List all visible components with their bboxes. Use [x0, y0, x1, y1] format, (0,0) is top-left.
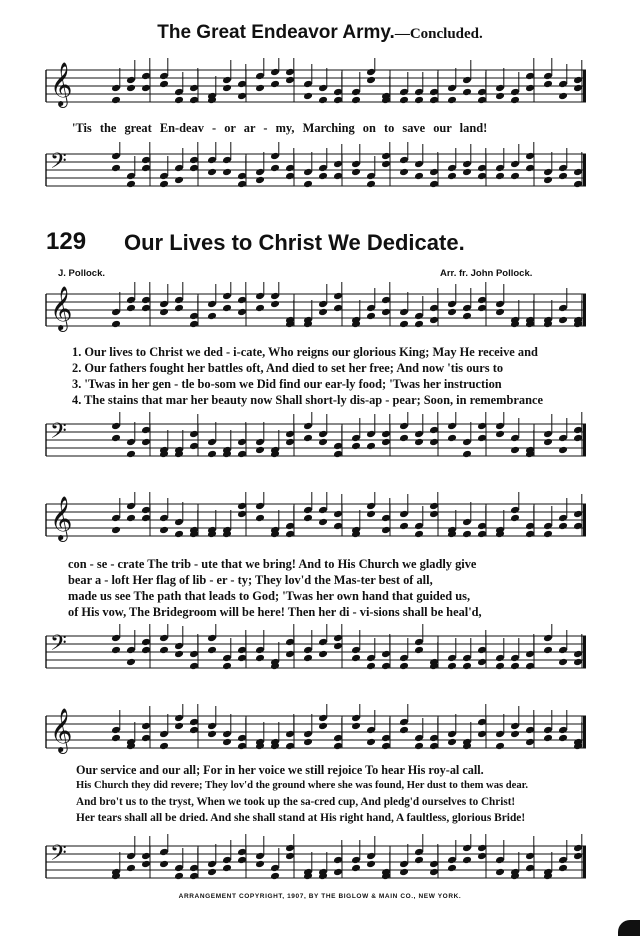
note-head	[543, 646, 553, 655]
note-head	[543, 80, 553, 89]
note-head	[285, 530, 295, 539]
note-head	[303, 738, 313, 747]
note-head	[510, 96, 520, 105]
note-head	[366, 662, 376, 671]
note-head	[126, 180, 136, 189]
note-head	[141, 84, 151, 93]
note-head	[333, 742, 343, 751]
composer-credit: J. Pollock.	[58, 268, 105, 279]
note-head	[351, 722, 361, 731]
note-head	[414, 320, 424, 329]
note-head	[414, 646, 424, 655]
note-head	[111, 96, 121, 105]
note-head	[141, 860, 151, 869]
note-head	[447, 172, 457, 181]
note-head	[126, 658, 136, 667]
note-head	[174, 96, 184, 105]
note-head	[447, 864, 457, 873]
note-head	[189, 320, 199, 329]
note-head	[174, 176, 184, 185]
note-head	[318, 650, 328, 659]
note-head	[207, 450, 217, 459]
note-head	[429, 438, 439, 447]
note-head	[399, 168, 409, 177]
note-head	[189, 662, 199, 671]
note-head	[285, 852, 295, 861]
note-head	[111, 734, 121, 743]
bass-clef-icon: 𝄢	[50, 841, 67, 871]
note-head	[222, 168, 232, 177]
note-head	[447, 434, 457, 443]
note-head	[303, 92, 313, 101]
note-head	[237, 450, 247, 459]
treble-clef-icon: 𝄞	[50, 496, 73, 540]
verse-line: 2. Our fathers fought her battles oft, And died to set her free; And now 'tis ours to	[72, 361, 504, 375]
note-head	[189, 164, 199, 173]
note-head	[207, 868, 217, 877]
note-head	[174, 530, 184, 539]
note-head	[333, 642, 343, 651]
note-head	[462, 450, 472, 459]
note-head	[381, 662, 391, 671]
verse-line: 1. Our lives to Christ we ded - i-cate, Who reigns our glorious King; May He receive and	[72, 345, 538, 359]
note-head	[495, 308, 505, 317]
note-head	[255, 446, 265, 455]
treble-clef-icon: 𝄞	[50, 286, 73, 330]
staff-system2-treble	[46, 496, 586, 540]
note-head	[477, 434, 487, 443]
note-head	[141, 438, 151, 447]
verse-line: And bro't us to the tryst, When we took up the sa-cred cup, And pledg'd ourselves to Christ!	[76, 796, 516, 808]
note-head	[429, 510, 439, 519]
note-head	[495, 430, 505, 439]
note-head	[333, 522, 343, 531]
staff-previous-treble	[46, 62, 586, 106]
note-head	[399, 434, 409, 443]
note-head	[543, 176, 553, 185]
verse-line: bear a - loft Her flag of lib - er - ty; They lov'd the Mas-ter best of all,	[68, 573, 433, 587]
note-head	[126, 864, 136, 873]
note-head	[303, 434, 313, 443]
note-head	[174, 650, 184, 659]
staff-previous-bass	[46, 150, 586, 190]
note-head	[477, 530, 487, 539]
note-head	[366, 860, 376, 869]
note-head	[447, 738, 457, 747]
note-head	[399, 522, 409, 531]
staff-system3-bass	[46, 842, 586, 882]
note-head	[399, 320, 409, 329]
note-head	[285, 76, 295, 85]
note-head	[429, 742, 439, 751]
note-head	[222, 84, 232, 93]
verses-system1	[72, 344, 543, 408]
note-head	[318, 96, 328, 105]
note-head	[159, 646, 169, 655]
note-head	[111, 164, 121, 173]
note-head	[285, 438, 295, 447]
note-head	[111, 434, 121, 443]
note-head	[318, 722, 328, 731]
verses-system2	[68, 556, 482, 620]
hymn-number: 129	[46, 228, 87, 255]
note-head	[573, 852, 583, 861]
note-head	[510, 514, 520, 523]
copyright-notice: ARRANGEMENT COPYRIGHT, 1907, BY THE BIGLOW & MAIN CO., NEW YORK.	[178, 893, 462, 900]
note-head	[525, 662, 535, 671]
verse-line: con - se - crate The trib - ute that we bring! And to His Church we gladly give	[68, 557, 477, 571]
note-head	[333, 96, 343, 105]
note-head	[303, 180, 313, 189]
note-head	[159, 526, 169, 535]
verse-line: Our service and our all; For in her voice we still rejoice To hear His roy-al call.	[76, 763, 484, 777]
note-head	[255, 84, 265, 93]
note-head	[414, 438, 424, 447]
note-head	[414, 742, 424, 751]
note-head	[366, 442, 376, 451]
note-head	[381, 526, 391, 535]
note-head	[510, 172, 520, 181]
note-head	[159, 308, 169, 317]
note-head	[399, 868, 409, 877]
note-head	[558, 172, 568, 181]
note-head	[318, 518, 328, 527]
previous-hymn-lyric: 'Tis the great En-deav - or ar - my, Marching on to save our land!	[72, 121, 488, 135]
note-head	[558, 316, 568, 325]
bass-clef-icon: 𝄢	[50, 631, 67, 661]
note-head	[510, 730, 520, 739]
staff-system1-treble	[46, 286, 586, 330]
note-head	[111, 526, 121, 535]
note-head	[573, 522, 583, 531]
note-head	[399, 726, 409, 735]
note-head	[525, 738, 535, 747]
note-head	[333, 868, 343, 877]
note-head	[318, 438, 328, 447]
note-head	[255, 514, 265, 523]
note-head	[447, 662, 457, 671]
note-head	[399, 662, 409, 671]
previous-hymn-title-text: The Great Endeavor Army.	[157, 22, 395, 43]
note-head	[237, 856, 247, 865]
note-head	[333, 304, 343, 313]
note-head	[510, 662, 520, 671]
note-head	[207, 312, 217, 321]
note-head	[351, 96, 361, 105]
arranger-credit: Arr. fr. John Pollock.	[440, 268, 533, 279]
note-head	[351, 168, 361, 177]
note-head	[543, 734, 553, 743]
note-head	[510, 446, 520, 455]
note-head	[126, 304, 136, 313]
note-head	[495, 662, 505, 671]
note-head	[477, 852, 487, 861]
hymn-title: Our Lives to Christ We Dedicate.	[124, 230, 465, 255]
note-head	[414, 530, 424, 539]
staff-system3-treble	[46, 708, 586, 752]
note-head	[141, 734, 151, 743]
note-head	[159, 742, 169, 751]
previous-hymn-title	[0, 22, 640, 44]
note-head	[495, 742, 505, 751]
note-head	[573, 658, 583, 667]
note-head	[525, 84, 535, 93]
note-head	[141, 646, 151, 655]
verse-line: 4. The stains that mar her beauty now Shall short-ly dis-ap - pear; Soon, in remembrance	[72, 393, 543, 407]
note-head	[270, 300, 280, 309]
note-head	[462, 530, 472, 539]
note-head	[333, 172, 343, 181]
note-head	[558, 658, 568, 667]
note-head	[462, 168, 472, 177]
verse-line: of His vow, The Bridegroom will be here! Then her di - vi-sions shall be heal'd,	[68, 605, 482, 619]
note-head	[414, 96, 424, 105]
note-head	[399, 96, 409, 105]
previous-hymn-title-suffix: —Concluded.	[394, 26, 483, 42]
note-head	[111, 646, 121, 655]
note-head	[447, 96, 457, 105]
note-head	[351, 864, 361, 873]
note-head	[189, 872, 199, 881]
note-head	[477, 304, 487, 313]
note-head	[141, 164, 151, 173]
note-head	[222, 662, 232, 671]
note-head	[270, 872, 280, 881]
note-head	[429, 180, 439, 189]
note-head	[237, 654, 247, 663]
staff-system1-bass	[46, 420, 586, 460]
note-head	[495, 868, 505, 877]
bass-clef-icon: 𝄢	[50, 419, 67, 449]
note-head	[558, 92, 568, 101]
note-head	[429, 868, 439, 877]
note-head	[414, 856, 424, 865]
note-head	[495, 172, 505, 181]
note-head	[189, 96, 199, 105]
note-head	[159, 80, 169, 89]
note-head	[318, 172, 328, 181]
note-head	[207, 168, 217, 177]
note-head	[495, 92, 505, 101]
note-head	[237, 308, 247, 317]
verse-line: His Church they did revere; They lov'd the ground where she was found, Her dust to them was dear.	[76, 780, 529, 791]
note-head	[285, 172, 295, 181]
note-head	[366, 76, 376, 85]
note-head	[318, 308, 328, 317]
note-head	[303, 654, 313, 663]
note-head	[159, 180, 169, 189]
note-head	[381, 160, 391, 169]
note-head	[381, 438, 391, 447]
note-head	[237, 180, 247, 189]
note-head	[558, 522, 568, 531]
verses-system3	[76, 762, 528, 826]
note-head	[525, 864, 535, 873]
note-head	[477, 658, 487, 667]
note-head	[207, 730, 217, 739]
note-head	[255, 860, 265, 869]
note-head	[558, 446, 568, 455]
note-head	[126, 84, 136, 93]
note-head	[333, 450, 343, 459]
note-head	[477, 96, 487, 105]
note-head	[207, 646, 217, 655]
note-head	[270, 164, 280, 173]
note-head	[366, 510, 376, 519]
note-head	[189, 442, 199, 451]
note-head	[414, 172, 424, 181]
note-head	[447, 308, 457, 317]
note-head	[237, 742, 247, 751]
note-head	[462, 662, 472, 671]
note-head	[573, 84, 583, 93]
note-head	[174, 872, 184, 881]
note-head	[189, 726, 199, 735]
note-head	[126, 514, 136, 523]
note-head	[141, 304, 151, 313]
note-head	[381, 742, 391, 751]
note-head	[429, 316, 439, 325]
note-head	[477, 730, 487, 739]
note-head	[303, 514, 313, 523]
note-head	[141, 514, 151, 523]
note-head	[126, 450, 136, 459]
verse-line: 3. 'Twas in her gen - tle bo-som we Did find our ear-ly food; 'Twas her instruction	[72, 377, 502, 391]
note-head	[255, 654, 265, 663]
note-head	[525, 164, 535, 173]
staff-system2-bass	[46, 632, 586, 672]
note-head	[462, 856, 472, 865]
note-head	[573, 434, 583, 443]
note-head	[351, 442, 361, 451]
note-head	[351, 654, 361, 663]
note-head	[270, 80, 280, 89]
note-head	[285, 742, 295, 751]
note-head	[543, 530, 553, 539]
note-head	[222, 304, 232, 313]
note-head	[174, 722, 184, 731]
bass-clef-icon: 𝄢	[50, 149, 67, 179]
note-head	[285, 650, 295, 659]
note-head	[381, 308, 391, 317]
verse-line: Her tears shall all be dried. And she shall stand at His right hand, A faultless, glorious Bride!	[76, 812, 526, 824]
note-head	[525, 530, 535, 539]
treble-clef-icon: 𝄞	[50, 62, 73, 106]
note-head	[255, 304, 265, 313]
note-head	[558, 734, 568, 743]
note-head	[543, 438, 553, 447]
note-head	[462, 312, 472, 321]
note-head	[462, 88, 472, 97]
note-head	[237, 510, 247, 519]
note-head	[573, 180, 583, 189]
verse-line: made us see The path that leads to God; 'Twas her own hand that guided us,	[68, 589, 471, 603]
note-head	[558, 864, 568, 873]
note-head	[111, 320, 121, 329]
note-head	[159, 860, 169, 869]
note-head	[222, 864, 232, 873]
note-head	[366, 180, 376, 189]
note-head	[222, 738, 232, 747]
note-head	[255, 176, 265, 185]
note-head	[429, 96, 439, 105]
note-head	[477, 172, 487, 181]
note-head	[366, 738, 376, 747]
note-head	[174, 304, 184, 313]
treble-clef-icon: 𝄞	[50, 708, 73, 752]
page-corner-mark	[618, 920, 640, 936]
note-head	[237, 92, 247, 101]
note-head	[366, 312, 376, 321]
